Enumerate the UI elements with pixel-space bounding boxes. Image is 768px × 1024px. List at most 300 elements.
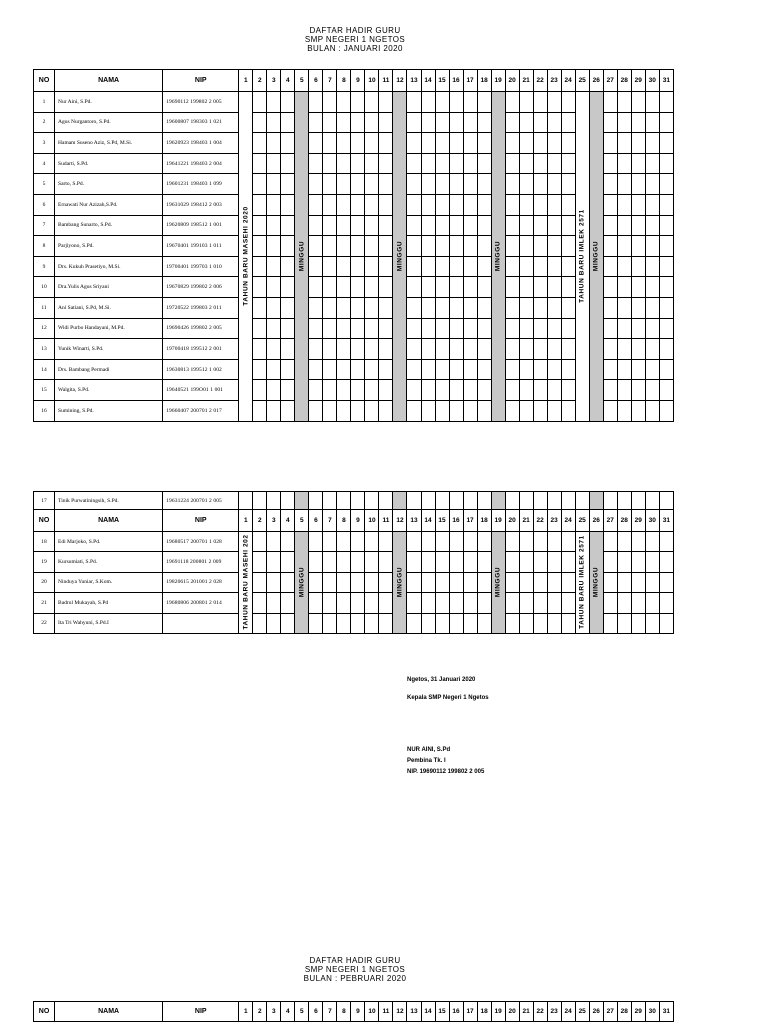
attendance-cell: [463, 153, 477, 174]
row-number: 20: [34, 572, 55, 592]
attendance-cell: [407, 593, 421, 613]
holiday-imlek-text: TAHUN BARU IMLEK 2571: [578, 535, 586, 630]
day-header-27: 27: [603, 510, 617, 532]
attendance-cell: [561, 552, 575, 572]
attendance-cell: [659, 133, 673, 154]
day-header-13: 13: [407, 510, 421, 532]
teacher-nip: 19631029 198412 2 003: [163, 194, 239, 215]
attendance-cell: [547, 359, 561, 380]
attendance-cell: [533, 194, 547, 215]
attendance-cell: [533, 552, 547, 572]
row-number: 5: [34, 174, 55, 195]
day-header-12: 12: [393, 1002, 407, 1022]
attendance-cell: [435, 174, 449, 195]
attendance-cell: [659, 552, 673, 572]
attendance-cell: [561, 318, 575, 339]
day-header-5: 5: [295, 70, 309, 92]
row-number: 9: [34, 256, 55, 277]
attendance-cell: [449, 153, 463, 174]
attendance-cell: [253, 112, 267, 133]
attendance-cell: [505, 297, 519, 318]
attendance-cell: [603, 174, 617, 195]
attendance-cell: [309, 613, 323, 633]
attendance-cell: [337, 297, 351, 318]
attendance-cell: [351, 339, 365, 360]
table-row: [34, 492, 674, 510]
attendance-cell: [379, 277, 393, 298]
day-header-17: 17: [463, 70, 477, 92]
attendance-cell: [267, 92, 281, 113]
teacher-name: Sumining, S.Pd.: [55, 400, 163, 421]
attendance-cell: [659, 613, 673, 633]
attendance-cell: [505, 552, 519, 572]
attendance-cell: [281, 318, 295, 339]
attendance-cell: [407, 256, 421, 277]
attendance-cell: [561, 153, 575, 174]
attendance-cell: [337, 92, 351, 113]
teacher-nip: 19820615 201001 2 028: [163, 572, 239, 592]
row-number: 18: [34, 532, 55, 552]
day-header-9: 9: [351, 510, 365, 532]
attendance-cell: [463, 400, 477, 421]
attendance-cell: [323, 236, 337, 257]
attendance-cell: [323, 359, 337, 380]
attendance-cell: [519, 153, 533, 174]
attendance-cell: [267, 215, 281, 236]
attendance-cell: [617, 215, 631, 236]
attendance-cell: [505, 593, 519, 613]
attendance-cell: [631, 297, 645, 318]
attendance-cell: [407, 92, 421, 113]
attendance-cell: [631, 492, 645, 510]
attendance-cell: [449, 532, 463, 552]
attendance-cell: [603, 552, 617, 572]
attendance-cell: [547, 174, 561, 195]
attendance-cell: [645, 593, 659, 613]
teacher-nip: [163, 613, 239, 633]
attendance-cell: [645, 236, 659, 257]
day-header-3: 3: [267, 1002, 281, 1022]
attendance-cell: [281, 400, 295, 421]
attendance-cell: [421, 359, 435, 380]
attendance-cell: [519, 339, 533, 360]
attendance-cell: [253, 215, 267, 236]
attendance-cell: [505, 215, 519, 236]
attendance-cell: [631, 236, 645, 257]
column-header-no: NO: [34, 510, 55, 532]
attendance-cell: [337, 532, 351, 552]
attendance-cell: [281, 572, 295, 592]
day-header-31: 31: [659, 1002, 673, 1022]
attendance-cell: [323, 613, 337, 633]
day-header-8: 8: [337, 1002, 351, 1022]
attendance-cell: [435, 492, 449, 510]
attendance-cell: [379, 194, 393, 215]
attendance-cell: [477, 277, 491, 298]
attendance-cell: [617, 112, 631, 133]
day-header-28: 28: [617, 510, 631, 532]
attendance-cell: [407, 133, 421, 154]
day-header-15: 15: [435, 1002, 449, 1022]
attendance-cell: [631, 256, 645, 277]
attendance-cell: [631, 593, 645, 613]
attendance-cell: [505, 318, 519, 339]
attendance-cell: [561, 400, 575, 421]
attendance-cell: [617, 339, 631, 360]
attendance-cell: [309, 194, 323, 215]
attendance-cell: [449, 572, 463, 592]
teacher-nip: 19670829 199802 2 006: [163, 277, 239, 298]
teacher-name: Nur Aini, S.Pd.: [55, 92, 163, 113]
attendance-cell: [547, 112, 561, 133]
attendance-cell: [659, 339, 673, 360]
teacher-nip: 19700418 199512 2 001: [163, 339, 239, 360]
attendance-cell: [477, 532, 491, 552]
attendance-cell: [309, 593, 323, 613]
attendance-cell: [561, 277, 575, 298]
attendance-cell: [449, 380, 463, 401]
attendance-cell: [617, 256, 631, 277]
attendance-cell: [533, 532, 547, 552]
attendance-cell: [281, 492, 295, 510]
attendance-cell: [337, 552, 351, 572]
teacher-name: Yunik Winarti, S.Pd.: [55, 339, 163, 360]
sunday-cell: [491, 492, 505, 510]
attendance-cell: [547, 613, 561, 633]
attendance-cell: [631, 532, 645, 552]
attendance-cell: [645, 613, 659, 633]
day-header-7: 7: [323, 510, 337, 532]
attendance-cell: [659, 153, 673, 174]
attendance-cell: [533, 236, 547, 257]
row-number: 10: [34, 277, 55, 298]
attendance-cell: [407, 613, 421, 633]
teacher-nip: 19640521 199O01 1 001: [163, 380, 239, 401]
column-header-nip: NIP: [163, 510, 239, 532]
day-header-22: 22: [533, 70, 547, 92]
attendance-cell: [463, 552, 477, 572]
attendance-cell: [281, 153, 295, 174]
attendance-cell: [421, 492, 435, 510]
attendance-cell: [533, 339, 547, 360]
attendance-cell: [253, 92, 267, 113]
attendance-cell: [337, 318, 351, 339]
day-header-21: 21: [519, 510, 533, 532]
attendance-cell: [477, 92, 491, 113]
attendance-cell: [659, 380, 673, 401]
attendance-cell: [463, 359, 477, 380]
attendance-cell: [547, 277, 561, 298]
day-header-11: 11: [379, 510, 393, 532]
holiday-new-year-text: TAHUN BARU MASEHI 202: [242, 534, 250, 631]
attendance-cell: [351, 112, 365, 133]
attendance-cell: [631, 174, 645, 195]
attendance-cell: [617, 92, 631, 113]
day-header-21: 21: [519, 1002, 533, 1022]
attendance-cell: [421, 380, 435, 401]
attendance-cell: [631, 277, 645, 298]
column-header-name: NAMA: [55, 1002, 163, 1022]
attendance-cell: [323, 492, 337, 510]
attendance-cell: [267, 153, 281, 174]
attendance-cell: [603, 318, 617, 339]
attendance-cell: [337, 277, 351, 298]
attendance-cell: [547, 194, 561, 215]
attendance-cell: [631, 92, 645, 113]
attendance-cell: [603, 112, 617, 133]
attendance-cell: [323, 380, 337, 401]
attendance-cell: [449, 400, 463, 421]
attendance-cell: [323, 532, 337, 552]
attendance-cell: [253, 339, 267, 360]
attendance-cell: [505, 112, 519, 133]
day-header-12: 12: [393, 70, 407, 92]
attendance-cell: [547, 297, 561, 318]
day-header-16: 16: [449, 510, 463, 532]
teacher-name: Agus Nurgantoro, S.Pd.: [55, 112, 163, 133]
attendance-cell: [421, 277, 435, 298]
teacher-name: Edi Marjoko, S.Pd.: [55, 532, 163, 552]
row-number: 15: [34, 380, 55, 401]
attendance-cell: [281, 277, 295, 298]
attendance-cell: [631, 572, 645, 592]
day-header-9: 9: [351, 70, 365, 92]
attendance-cell: [365, 133, 379, 154]
teacher-nip: 19641221 198403 2 004: [163, 153, 239, 174]
attendance-cell: [337, 359, 351, 380]
day-header-2: 2: [253, 70, 267, 92]
day-header-6: 6: [309, 70, 323, 92]
attendance-cell: [337, 194, 351, 215]
header-row: [34, 1002, 674, 1022]
attendance-cell: [323, 318, 337, 339]
attendance-cell: [505, 174, 519, 195]
attendance-cell: [547, 593, 561, 613]
sunday-label: [393, 532, 407, 634]
sunday-label: [295, 532, 309, 634]
attendance-cell: [323, 339, 337, 360]
attendance-cell: [645, 277, 659, 298]
attendance-cell: [309, 297, 323, 318]
attendance-cell: [253, 133, 267, 154]
attendance-cell: [267, 380, 281, 401]
attendance-cell: [561, 236, 575, 257]
attendance-cell: [435, 532, 449, 552]
attendance-cell: [463, 236, 477, 257]
attendance-cell: [631, 339, 645, 360]
attendance-cell: [659, 400, 673, 421]
attendance-cell: [547, 400, 561, 421]
day-header-6: 6: [309, 510, 323, 532]
attendance-cell: [449, 613, 463, 633]
teacher-name: Parjiyono, S.Pd.: [55, 236, 163, 257]
attendance-cell: [575, 492, 589, 510]
attendance-cell: [561, 112, 575, 133]
teacher-nip: 19660407 200701 2 017: [163, 400, 239, 421]
attendance-cell: [617, 318, 631, 339]
attendance-cell: [449, 492, 463, 510]
row-number: 21: [34, 593, 55, 613]
attendance-cell: [267, 297, 281, 318]
column-header-nip: NIP: [163, 70, 239, 92]
attendance-cell: [603, 613, 617, 633]
teacher-nip: 19720522 199803 2 011: [163, 297, 239, 318]
attendance-cell: [617, 194, 631, 215]
attendance-cell: [281, 236, 295, 257]
attendance-cell: [519, 112, 533, 133]
day-header-7: 7: [323, 70, 337, 92]
attendance-cell: [267, 112, 281, 133]
teacher-nip: 19691118 200801 2 009: [163, 552, 239, 572]
attendance-cell: [379, 380, 393, 401]
attendance-cell: [659, 492, 673, 510]
attendance-cell: [463, 380, 477, 401]
teacher-name: Ernawati Nur Azizah,S.Pd.: [55, 194, 163, 215]
attendance-cell: [323, 194, 337, 215]
attendance-cell: [253, 572, 267, 592]
row-number: 13: [34, 339, 55, 360]
day-header-18: 18: [477, 1002, 491, 1022]
attendance-cell: [323, 297, 337, 318]
day-header-17: 17: [463, 510, 477, 532]
attendance-cell: [421, 339, 435, 360]
attendance-cell: [463, 112, 477, 133]
attendance-cell: [659, 194, 673, 215]
holiday-new-year: [239, 532, 253, 634]
attendance-cell: [281, 532, 295, 552]
attendance-cell: [659, 572, 673, 592]
signature-place-date: Ngetos, 31 Januari 2020: [407, 677, 476, 683]
sunday-label: [589, 532, 603, 634]
attendance-cell: [617, 133, 631, 154]
attendance-cell: [519, 318, 533, 339]
attendance-cell: [533, 215, 547, 236]
attendance-cell: [645, 572, 659, 592]
attendance-cell: [351, 133, 365, 154]
attendance-cell: [253, 153, 267, 174]
attendance-cell: [435, 339, 449, 360]
attendance-cell: [351, 552, 365, 572]
attendance-cell: [519, 552, 533, 572]
day-header-25: 25: [575, 510, 589, 532]
attendance-cell: [421, 174, 435, 195]
attendance-cell: [323, 552, 337, 572]
day-header-18: 18: [477, 70, 491, 92]
day-header-2: 2: [253, 510, 267, 532]
attendance-cell: [505, 572, 519, 592]
attendance-cell: [463, 256, 477, 277]
day-header-9: 9: [351, 1002, 365, 1022]
attendance-cell: [351, 380, 365, 401]
attendance-cell: [463, 174, 477, 195]
day-header-8: 8: [337, 70, 351, 92]
attendance-cell: [561, 194, 575, 215]
attendance-cell: [365, 174, 379, 195]
attendance-cell: [351, 613, 365, 633]
day-header-16: 16: [449, 1002, 463, 1022]
attendance-cell: [323, 215, 337, 236]
attendance-cell: [533, 112, 547, 133]
attendance-cell: [533, 572, 547, 592]
attendance-cell: [351, 400, 365, 421]
teacher-name: Hamam Suseno Aziz, S.Pd, M.Si.: [55, 133, 163, 154]
day-header-20: 20: [505, 510, 519, 532]
attendance-cell: [617, 552, 631, 572]
row-number: 2: [34, 112, 55, 133]
attendance-cell: [323, 153, 337, 174]
attendance-cell: [449, 194, 463, 215]
sunday-label-text: MINGGU: [592, 241, 600, 272]
attendance-cell: [449, 256, 463, 277]
attendance-cell: [323, 174, 337, 195]
attendance-cell: [463, 277, 477, 298]
attendance-cell: [645, 194, 659, 215]
attendance-cell: [281, 359, 295, 380]
attendance-cell: [351, 572, 365, 592]
attendance-cell: [645, 256, 659, 277]
attendance-cell: [617, 400, 631, 421]
teacher-name: Ninduya Yuniar, S.Kom.: [55, 572, 163, 592]
signature-position: Kepala SMP Negeri 1 Ngetos: [407, 695, 489, 701]
day-header-22: 22: [533, 510, 547, 532]
table-row: [34, 92, 674, 113]
attendance-cell: [449, 112, 463, 133]
column-header-no: NO: [34, 70, 55, 92]
row-number: 4: [34, 153, 55, 174]
attendance-cell: [337, 492, 351, 510]
attendance-cell: [309, 153, 323, 174]
teacher-name: Drs. Kukuh Prasetiyo, M.Si.: [55, 256, 163, 277]
attendance-cell: [477, 380, 491, 401]
attendance-cell: [421, 613, 435, 633]
attendance-cell: [379, 215, 393, 236]
attendance-cell: [617, 532, 631, 552]
attendance-cell: [561, 215, 575, 236]
attendance-cell: [463, 133, 477, 154]
attendance-cell: [519, 174, 533, 195]
attendance-cell: [309, 277, 323, 298]
attendance-cell: [407, 215, 421, 236]
day-header-5: 5: [295, 510, 309, 532]
holiday-imlek: [575, 532, 589, 634]
day-header-19: 19: [491, 1002, 505, 1022]
attendance-cell: [351, 174, 365, 195]
attendance-cell: [309, 380, 323, 401]
attendance-cell: [617, 492, 631, 510]
day-header-11: 11: [379, 1002, 393, 1022]
attendance-cell: [603, 133, 617, 154]
attendance-cell: [323, 572, 337, 592]
attendance-cell: [617, 236, 631, 257]
attendance-cell: [533, 318, 547, 339]
attendance-cell: [253, 297, 267, 318]
day-header-17: 17: [463, 1002, 477, 1022]
day-header-14: 14: [421, 510, 435, 532]
attendance-cell: [365, 492, 379, 510]
day-header-15: 15: [435, 510, 449, 532]
attendance-cell: [547, 92, 561, 113]
attendance-cell: [267, 133, 281, 154]
attendance-cell: [603, 236, 617, 257]
attendance-cell: [659, 297, 673, 318]
attendance-cell: [505, 194, 519, 215]
attendance-cell: [379, 400, 393, 421]
attendance-cell: [309, 339, 323, 360]
attendance-cell: [547, 532, 561, 552]
attendance-cell: [309, 112, 323, 133]
attendance-cell: [533, 359, 547, 380]
attendance-cell: [267, 492, 281, 510]
